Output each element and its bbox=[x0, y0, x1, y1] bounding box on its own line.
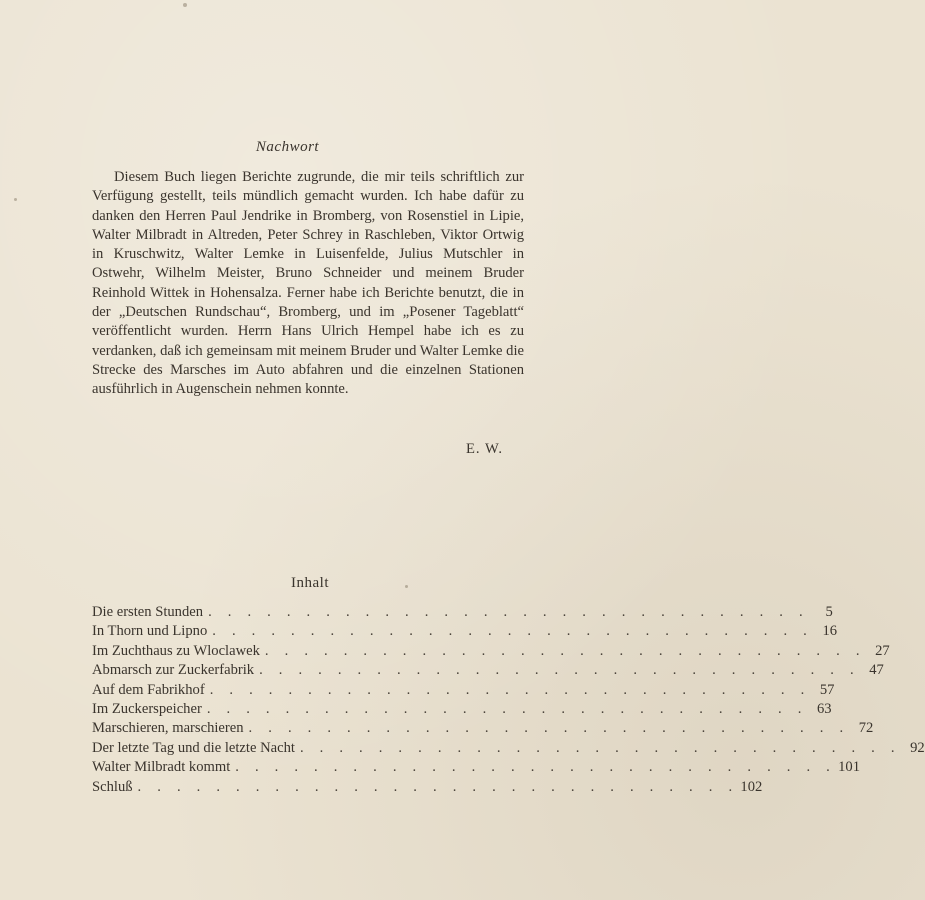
table-of-contents bbox=[92, 604, 925, 798]
toc-entry-page: 92 bbox=[910, 739, 925, 756]
toc-dot-leader: . . . . . . . . . . . . . . . . . . . . . . . . . . . . . . . bbox=[259, 662, 860, 679]
afterword-text: Diesem Buch liegen Berichte zugrunde, die mir teils schriftlich zur Verfügung gestellt, teils mündlich gemacht wurden. Ich habe dafür zu danken den Herren Paul Jendrike in Bromberg, von Rosenstiel in Lipie, Walter Milbradt in Altreden, Peter Schrey in Raschleben, Viktor Ortwig in Kruschwitz, Walter Lemke in Luisenfelde, Julius Mutschler in Ostwehr, Wilhelm Meister, Bruno Schneider und meinem Bruder Reinhold Wittek in Hohensalza. Ferner habe ich Berichte benutzt, die in der „Deutschen Rundschau“, Bromberg, und im „Posener Tageblatt“ veröffentlicht wurden. Herrn Hans Ulrich Hempel habe ich es zu verdanken, daß ich gemeinsam mit meinem Bruder und Walter Lemke die Strecke des Marsches im Auto abfahren und die einzelnen Stationen ausführlich in Augenschein nehmen konnte. bbox=[92, 169, 524, 398]
toc-entry-page: 101 bbox=[838, 759, 861, 776]
toc-entry bbox=[92, 604, 833, 623]
toc-entry bbox=[92, 739, 925, 759]
toc-entry-title: Walter Milbradt kommt bbox=[92, 759, 231, 776]
toc-entry bbox=[92, 681, 835, 701]
toc-dot-leader: . . . . . . . . . . . . . . . . . . . . . . . . . . . . . . . bbox=[206, 700, 808, 717]
toc-dot-leader: . . . . . . . . . . . . . . . . . . . . . . . . . . . . . . . bbox=[248, 720, 850, 737]
afterword-heading: Nachwort bbox=[255, 139, 320, 155]
toc-entry-page: 57 bbox=[819, 681, 835, 698]
toc-entry-title: Die ersten Stunden bbox=[92, 604, 204, 620]
toc-entry-title: Im Zuckerspeicher bbox=[92, 700, 202, 717]
toc-entry-page: 47 bbox=[869, 662, 884, 679]
toc-entry-page: 5 bbox=[825, 604, 833, 620]
toc-entry bbox=[92, 642, 890, 662]
toc-entry-page: 16 bbox=[822, 623, 838, 640]
toc-entry bbox=[92, 759, 861, 778]
toc-dot-leader: . . . . . . . . . . . . . . . . . . . . . . . . . . . . . . . bbox=[209, 681, 811, 698]
toc-entry-page: 72 bbox=[858, 720, 874, 737]
toc-dot-leader: . . . . . . . . . . . . . . . . . . . . . . . . . . . . . . . bbox=[299, 739, 901, 756]
toc-entry-title: Marschieren, marschieren bbox=[92, 720, 244, 737]
toc-entry-title: Auf dem Fabrikhof bbox=[92, 681, 205, 698]
toc-entry bbox=[92, 662, 884, 681]
toc-dot-leader: . . . . . . . . . . . . . . . . . . . . . . . . . . . . . . . bbox=[235, 759, 837, 776]
contents-heading: Inhalt bbox=[291, 575, 329, 591]
author-initials: E. W. bbox=[466, 441, 504, 457]
paper-speck bbox=[14, 198, 17, 201]
toc-entry bbox=[92, 778, 763, 798]
toc-entry-page: 27 bbox=[875, 642, 890, 659]
toc-entry bbox=[92, 720, 874, 739]
toc-entry-page: 102 bbox=[740, 778, 763, 795]
toc-entry-title: Der letzte Tag und die letzte Nacht bbox=[92, 739, 295, 756]
toc-entry-title: Schluß bbox=[92, 778, 133, 795]
toc-dot-leader: . . . . . . . . . . . . . . . . . . . . . . . . . . . . . . . bbox=[137, 778, 739, 795]
toc-entry-title: Im Zuchthaus zu Wloclawek bbox=[92, 642, 260, 659]
toc-dot-leader: . . . . . . . . . . . . . . . . . . . . . . . . . . . . . . . bbox=[208, 604, 809, 620]
toc-dot-leader: . . . . . . . . . . . . . . . . . . . . . . . . . . . . . . . bbox=[264, 642, 866, 659]
paper-speck bbox=[183, 3, 187, 7]
toc-entry-page: 63 bbox=[816, 700, 832, 717]
toc-entry bbox=[92, 700, 832, 720]
toc-dot-leader: . . . . . . . . . . . . . . . . . . . . . . . . . . . . . . . bbox=[212, 623, 814, 640]
toc-entry-title: In Thorn und Lipno bbox=[92, 623, 208, 640]
toc-entry-title: Abmarsch zur Zuckerfabrik bbox=[92, 662, 255, 679]
toc-entry bbox=[92, 623, 838, 642]
